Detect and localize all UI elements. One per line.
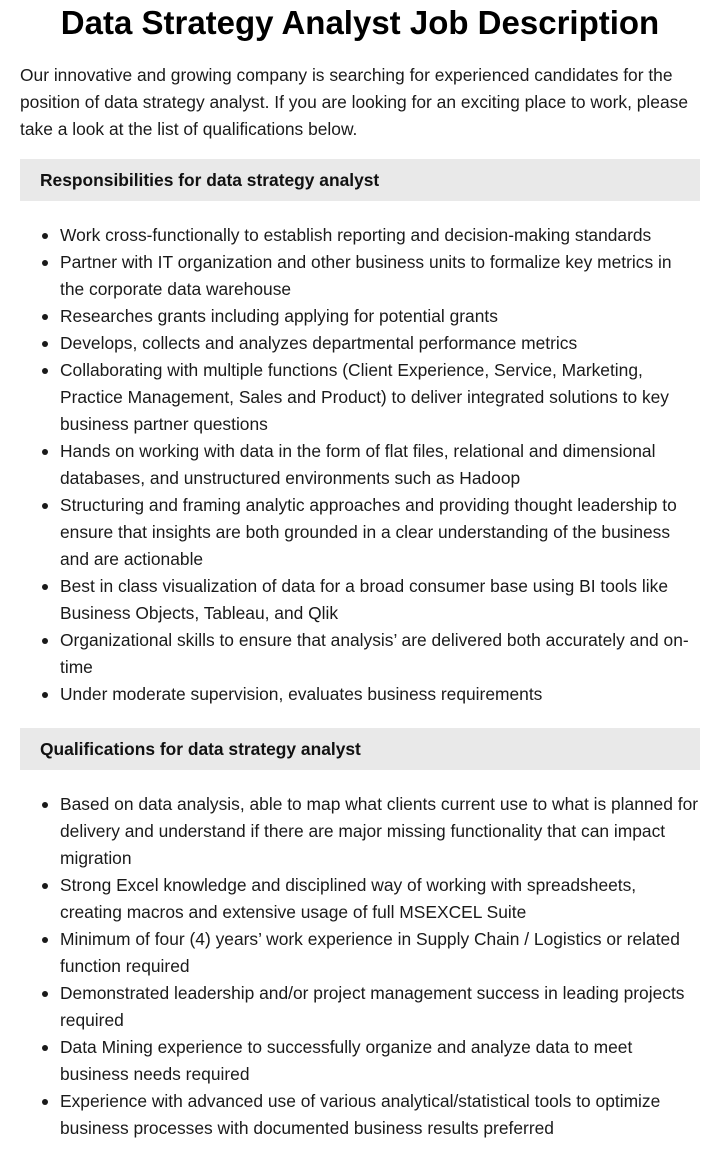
list-item: Experience with advanced use of various analytical/statistical tools to optimize business processes with documented business results preferred	[60, 1088, 700, 1142]
qualifications-heading: Qualifications for data strategy analyst	[20, 728, 700, 770]
responsibilities-heading: Responsibilities for data strategy analyst	[20, 159, 700, 201]
list-item: Work cross-functionally to establish reporting and decision-making standards	[60, 222, 700, 249]
list-item: Organizational skills to ensure that analysis’ are delivered both accurately and on-time	[60, 627, 700, 681]
list-item: Partner with IT organization and other business units to formalize key metrics in the corporate data warehouse	[60, 249, 700, 303]
list-item: Best in class visualization of data for a broad consumer base using BI tools like Business Objects, Tableau, and Qlik	[60, 573, 700, 627]
list-item: Data Mining experience to successfully organize and analyze data to meet business needs required	[60, 1034, 700, 1088]
list-item: Researches grants including applying for potential grants	[60, 303, 700, 330]
list-item: Strong Excel knowledge and disciplined way of working with spreadsheets, creating macros and extensive usage of full MSEXCEL Suite	[60, 872, 700, 926]
intro-paragraph: Our innovative and growing company is searching for experienced candidates for the position of data strategy analyst. If you are looking for an exciting place to work, please take a look at the list of qualifications below.	[20, 65, 688, 139]
qualifications-list	[20, 791, 700, 1142]
list-item: Demonstrated leadership and/or project management success in leading projects required	[60, 980, 700, 1034]
list-item: Develops, collects and analyzes departmental performance metrics	[60, 330, 700, 357]
responsibilities-list	[20, 222, 700, 708]
list-item: Under moderate supervision, evaluates business requirements	[60, 681, 700, 708]
list-item: Structuring and framing analytic approaches and providing thought leadership to ensure that insights are both grounded in a clear understanding of the business and are actionable	[60, 492, 700, 573]
list-item: Minimum of four (4) years’ work experience in Supply Chain / Logistics or related function required	[60, 926, 700, 980]
list-item: Hands on working with data in the form of flat files, relational and dimensional databases, and unstructured environments such as Hadoop	[60, 438, 700, 492]
page-title: Data Strategy Analyst Job Description	[60, 4, 660, 41]
list-item: Collaborating with multiple functions (Client Experience, Service, Marketing, Practice Management, Sales and Product) to deliver integrated solutions to key business partner questions	[60, 357, 700, 438]
list-item: Based on data analysis, able to map what clients current use to what is planned for delivery and understand if there are major missing functionality that can impact migration	[60, 791, 700, 872]
